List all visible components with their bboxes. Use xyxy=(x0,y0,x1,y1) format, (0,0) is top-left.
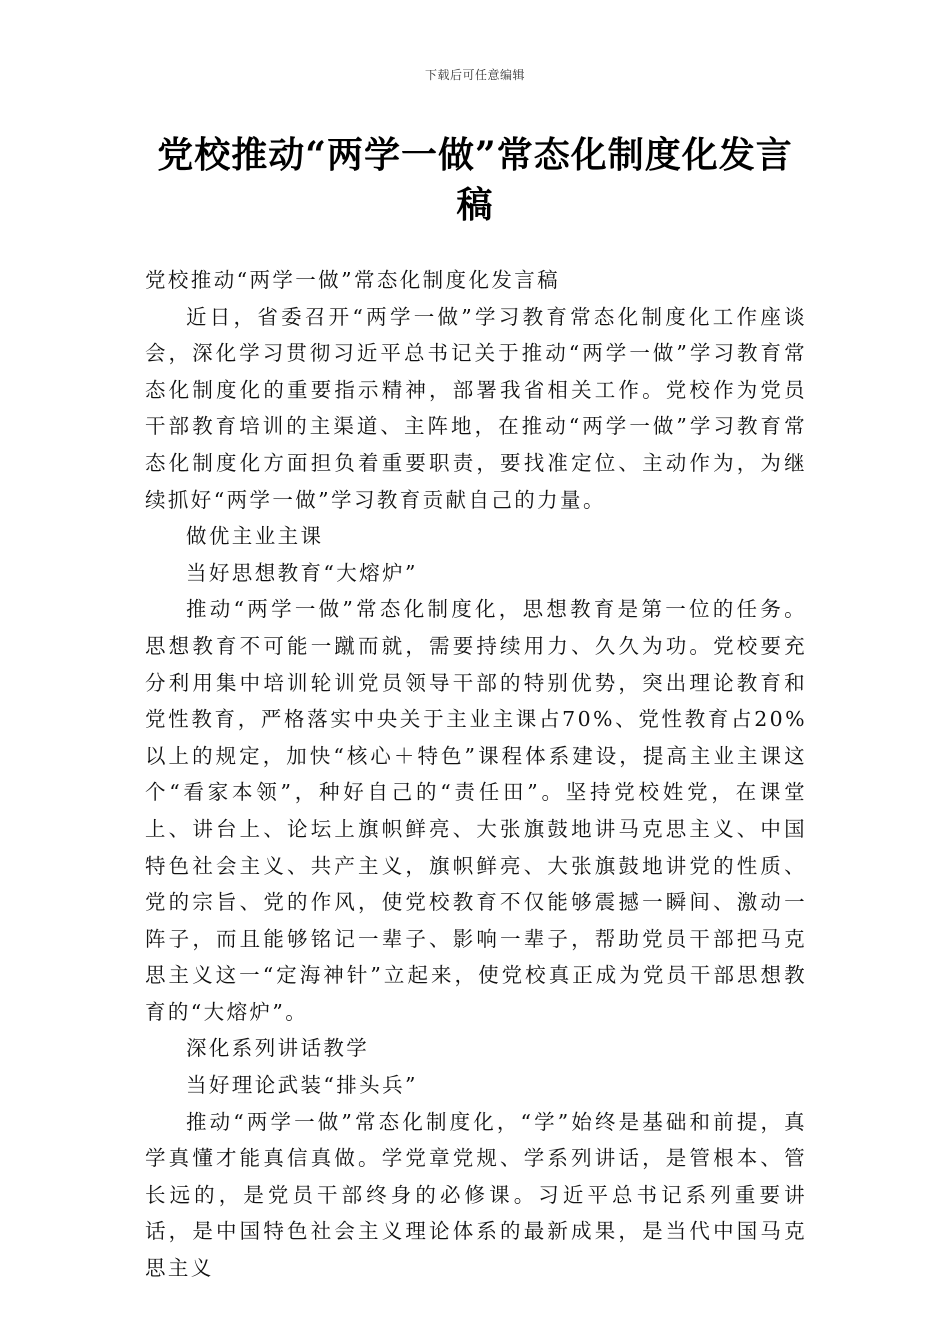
header-note: 下载后可任意编辑 xyxy=(424,68,525,82)
body-paragraph: 做优主业主课 xyxy=(186,524,324,549)
document-body xyxy=(145,262,807,1287)
body-paragraph: 近日，省委召开“两学一做”学习教育常态化制度化工作座谈会，深化学习贯彻习近平总书记关于推动“两学一做”学习教育常态化制度化的重要指示精神，部署我省相关工作。党校作为党员干部教育培训的主渠道、主阵地，在推动“两学一做”学习教育常态化制度化方面担负着重要职责，要找准定位、主动作为，为继续抓好“两学一做”学习教育贡献自己的力量。 xyxy=(145,304,807,512)
body-paragraph: 当好理论武装“排头兵” xyxy=(186,1073,418,1098)
document-title: 党校推动“两学一做”常态化制度化发言稿 xyxy=(157,134,793,226)
body-paragraph: 推动“两学一做”常态化制度化，“学”始终是基础和前提，真学真懂才能真信真做。学党章党规、学系列讲话，是管根本、管长远的，是党员干部终身的必修课。习近平总书记系列重要讲话，是中国特色社会主义理论体系的最新成果，是当代中国马克思主义 xyxy=(145,1109,807,1281)
body-paragraph: 当好思想教育“大熔炉” xyxy=(186,560,418,585)
body-paragraph: 深化系列讲话教学 xyxy=(186,1036,370,1061)
document-subtitle: 党校推动“两学一做”常态化制度化发言稿 xyxy=(145,268,561,292)
body-paragraph: 推动“两学一做”常态化制度化，思想教育是第一位的任务。思想教育不可能一蹴而就，需要持续用力、久久为功。党校要充分利用集中培训轮训党员领导干部的特别优势，突出理论教育和党性教育，严格落实中央关于主业主课占70%、党性教育占20%以上的规定，加快“核心＋特色”课程体系建设，提高主业主课这个“看家本领”，种好自己的“责任田”。坚持党校姓党，在课堂上、讲台上、论坛上旗帜鲜亮、大张旗鼓地讲马克思主义、中国特色社会主义、共产主义，旗帜鲜亮、大张旗鼓地讲党的性质、党的宗旨、党的作风，使党校教育不仅能够震撼一瞬间、激动一阵子，而且能够铭记一辈子、影响一辈子，帮助党员干部把马克思主义这一“定海神针”立起来，使党校真正成为党员干部思想教育的“大熔炉”。 xyxy=(145,597,807,1024)
